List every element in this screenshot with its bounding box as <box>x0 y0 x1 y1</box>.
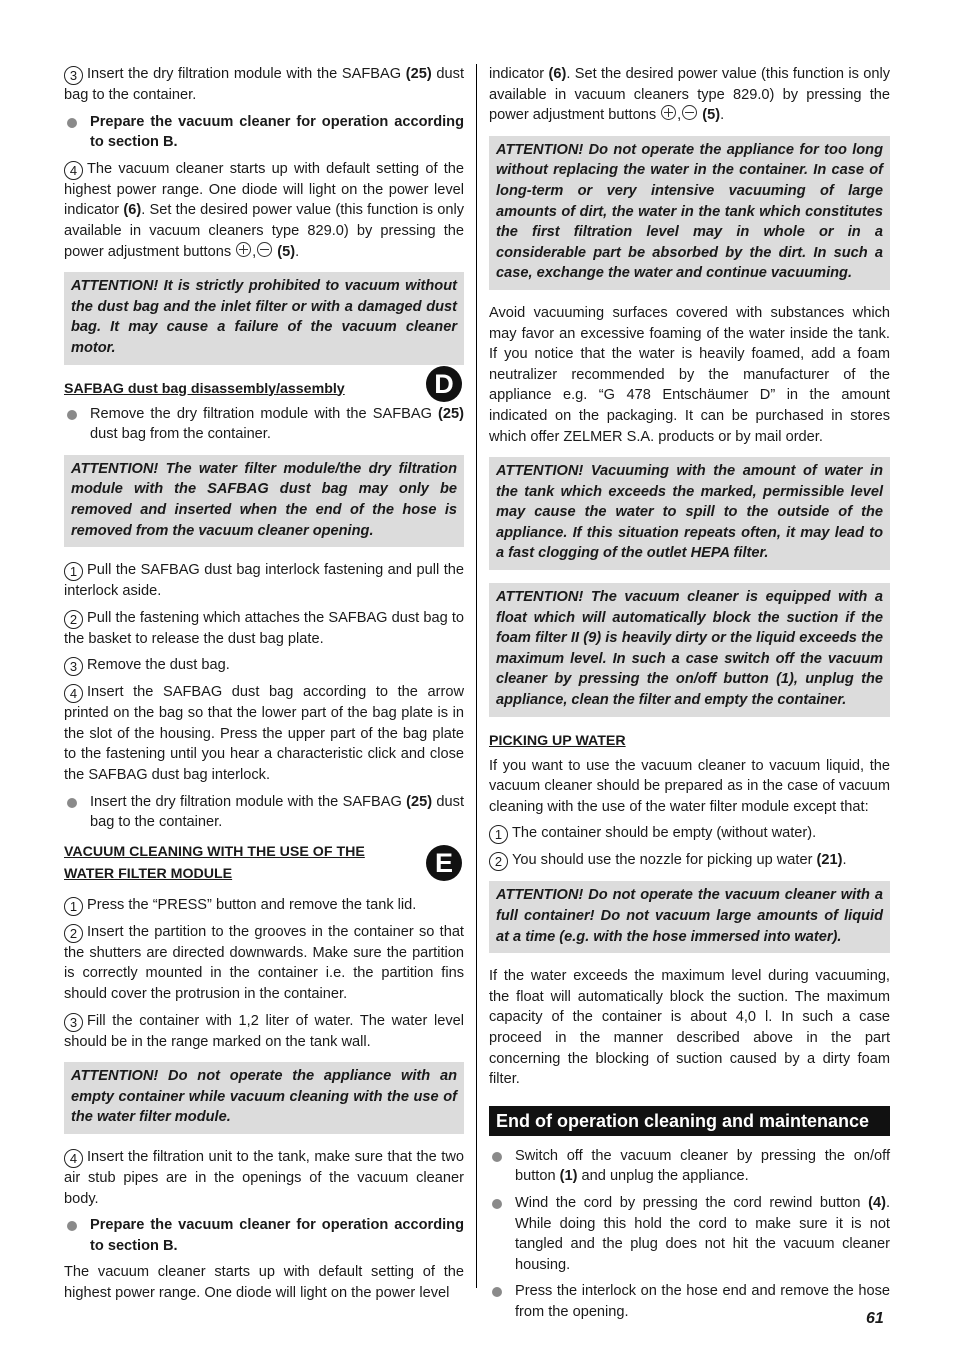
left-column <box>64 64 464 1310</box>
bullet-item: Press the interlock on the hose end and remove the hose from the opening. <box>489 1281 890 1322</box>
attention-box: ATTENTION! Vacuuming with the amount of water in the tank which exceeds the marked, permissible level may cause the water to spill to the outside of the appliance. If this situation repeats often, it may lead to a fast clogging of the outlet HEPA filter. <box>489 457 890 570</box>
paragraph: The vacuum cleaner starts up with default setting of the highest power range. One diode will light on the power level <box>64 1264 464 1301</box>
paragraph: 4 The vacuum cleaner starts up with default setting of the highest power range. One diode will light on the power level indicator (6). Set the desired power value (this function is only available in vacuum cleaners type 829.0) by pressing the power adjustment buttons , (5). <box>64 160 465 260</box>
paragraph: 1 Press the “PRESS” button and remove the tank lid. <box>64 895 464 916</box>
step-number: 3 <box>64 66 83 85</box>
plus-circle-icon <box>661 105 676 120</box>
paragraph: If the water exceeds the maximum level during vacuuming, the float will automatically block the suction. The maximum capacity of the container is about 4,0 l. In such a case proceed in the manner described above in the part concerning the blocking of suction caused by a dirty foam filter. <box>489 968 890 1088</box>
bullet-item: Remove the dry filtration module with the SAFBAG (25) dust bag from the container. <box>64 404 464 445</box>
section-badge-d: D <box>426 366 462 402</box>
step-number: 1 <box>64 897 83 916</box>
section-heading-e: VACUUM CLEANING WITH THE USE OF THE WATER FILTER MODULE E <box>64 841 464 885</box>
page-number: 61 <box>866 1310 884 1327</box>
minus-circle-icon <box>257 242 272 257</box>
right-column <box>489 64 890 1329</box>
bullet-item: Switch off the vacuum cleaner by pressing the on/off button (1) and unplug the appliance. <box>489 1146 890 1187</box>
paragraph: 1 The container should be empty (without water). <box>489 823 890 844</box>
section-heading-water: PICKING UP WATER <box>489 732 626 749</box>
section-heading-d: SAFBAG dust bag disassembly/assembly D <box>64 378 464 400</box>
paragraph: 3 Insert the dry filtration module with the SAFBAG (25) dust bag to the container. <box>64 66 464 103</box>
bullet-item: Prepare the vacuum cleaner for operation according to section B. <box>64 112 464 153</box>
paragraph: 1 Pull the SAFBAG dust bag interlock fastening and pull the interlock aside. <box>64 562 464 600</box>
section-badge-e: E <box>426 845 462 881</box>
paragraph: 4 Insert the SAFBAG dust bag according to the arrow printed on the bag so that the lower part of the bag plate is in the slot of the housing. Press the upper part of the bag plate to the fastening until you hear a characteristic click and close the SAFBAG dust bag interlock. <box>64 684 464 784</box>
step-number: 4 <box>64 684 83 703</box>
paragraph: If you want to use the vacuum cleaner to vacuum liquid, the vacuum cleaner should be prepared as in the case of vacuum cleaning with the use of the water filter module except that: <box>489 757 890 815</box>
step-number: 2 <box>64 924 83 943</box>
paragraph: 2 You should use the nozzle for picking up water (21). <box>489 850 890 871</box>
attention-box: ATTENTION! The water filter module/the dry filtration module with the SAFBAG dust bag may only be removed and inserted when the end of the hose is removed from the vacuum cleaner opening. <box>64 455 464 547</box>
step-number: 2 <box>64 610 83 629</box>
plus-circle-icon <box>236 242 251 257</box>
attention-box: ATTENTION! Do not operate the appliance for too long without replacing the water in the container. In case of long-term or very intensive vacuuming of large amounts of dirt, the water in the tank which constitutes the first filtration level may in whole or in a considerable part be absorbed by the dirt. In such a case, exchange the water and continue vacuuming. <box>489 136 890 290</box>
column-divider <box>476 64 477 1288</box>
attention-box: ATTENTION! Do not operate the vacuum cleaner with a full container! Do not vacuum large amounts of liquid at a time (e.g. with the hose immersed into water). <box>489 881 890 953</box>
paragraph: 3 Remove the dust bag. <box>64 655 464 676</box>
step-number: 4 <box>64 161 83 180</box>
minus-circle-icon <box>682 105 697 120</box>
attention-box: ATTENTION! It is strictly prohibited to vacuum without the dust bag and the inlet filter or with a damaged dust bag. It may cause a failure of the vacuum cleaner motor. <box>64 272 464 364</box>
bullet-item: Insert the dry filtration module with the SAFBAG (25) dust bag to the container. <box>64 792 464 833</box>
bullet-item: Prepare the vacuum cleaner for operation according to section B. <box>64 1215 464 1256</box>
paragraph: indicator (6). Set the desired power value (this function is only available in vacuum cleaners type 829.0) by pressing the power adjustment buttons , (5). <box>489 66 891 124</box>
section-band-maintenance: End of operation cleaning and maintenance <box>489 1106 890 1136</box>
bullet-item: Wind the cord by pressing the cord rewind button (4). While doing this hold the cord to make sure it is not tangled and the plug does not hit the vacuum cleaner housing. <box>489 1193 890 1275</box>
paragraph: 3 Fill the container with 1,2 liter of water. The water level should be in the range marked on the tank wall. <box>64 1012 464 1050</box>
step-number: 4 <box>64 1149 83 1168</box>
step-number: 2 <box>489 852 508 871</box>
step-number: 1 <box>489 825 508 844</box>
attention-box: ATTENTION! Do not operate the appliance with an empty container while vacuum cleaning with the use of the water filter module. <box>64 1062 464 1134</box>
step-number: 1 <box>64 562 83 581</box>
paragraph: 2 Insert the partition to the grooves in the container so that the shutters are directed downwards. Make sure the partition is correctly mounted in the container i.e. the partition fins should cover the protrusion in the container. <box>64 923 464 1003</box>
paragraph: Avoid vacuuming surfaces covered with substances which may favor an excessive foaming of the water inside the tank. If you notice that the water is heavily foamed, add a foam neutralizer recommended by the manufacturer of the appliance e.g. “G 478 Entschäumer D” in the amount indicated on the packaging. It can be purchased in stores which offer ZELMER S.A. products or by mail order. <box>489 304 890 445</box>
paragraph: 2 Pull the fastening which attaches the SAFBAG dust bag to the basket to release the dust bag plate. <box>64 609 464 647</box>
attention-box: ATTENTION! The vacuum cleaner is equipped with a float which will automatically block the suction if the foam filter II (9) is heavily dirty or the liquid exceeds the maximum level. In such a case switch off the vacuum cleaner by pressing the on/off button (1), unplug the appliance, clean the filter and empty the container. <box>489 583 890 717</box>
step-number: 3 <box>64 1013 83 1032</box>
step-number: 3 <box>64 657 83 676</box>
paragraph: 4 Insert the filtration unit to the tank, make sure that the two air stub pipes are in the openings of the vacuum cleaner body. <box>64 1149 464 1207</box>
